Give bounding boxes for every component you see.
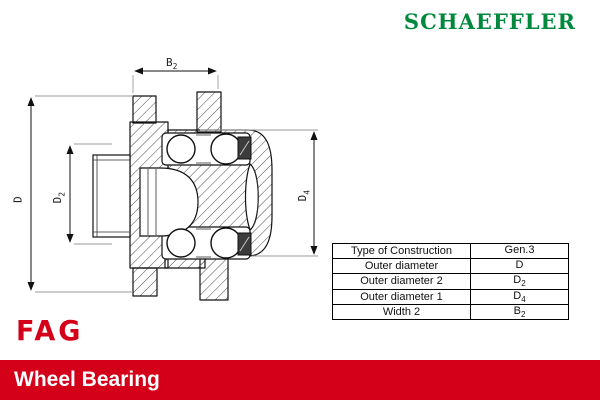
spec-table xyxy=(332,243,569,320)
table-row xyxy=(333,259,569,274)
dim-label-d xyxy=(12,196,27,203)
spec-value-base: D xyxy=(513,289,522,302)
dim-label-d4 xyxy=(296,190,311,201)
dim-d4-sub: 4 xyxy=(302,189,312,195)
spec-value-base: B xyxy=(513,304,521,317)
table-row xyxy=(333,244,569,259)
spec-label: Outer diameter xyxy=(333,259,471,274)
spec-value xyxy=(471,259,569,274)
spec-value xyxy=(471,244,569,259)
dim-d4-base: D xyxy=(296,194,310,202)
dim-d2-sub: 2 xyxy=(57,191,67,197)
spec-label: Type of Construction xyxy=(333,244,471,259)
spec-value-sub: 2 xyxy=(521,279,526,289)
spec-value xyxy=(471,289,569,304)
dim-d2-base: D xyxy=(51,196,65,204)
spec-value xyxy=(471,304,569,319)
dim-label-d2 xyxy=(51,192,66,203)
product-banner xyxy=(0,360,600,400)
table-row xyxy=(333,274,569,289)
table-row xyxy=(333,304,569,319)
spec-value xyxy=(471,274,569,289)
spec-value-sub: 2 xyxy=(520,309,526,319)
dim-b2-sub: 2 xyxy=(172,62,178,72)
table-row xyxy=(333,289,569,304)
spec-value-base: Gen.3 xyxy=(504,244,535,256)
schaeffler-logo: SCHAEFFLER xyxy=(403,9,576,34)
dim-b2-base: B xyxy=(166,56,173,69)
dim-d-base: D xyxy=(11,196,25,203)
spec-label: Outer diameter 1 xyxy=(333,289,471,304)
spec-value-base: D xyxy=(515,259,524,272)
spec-label: Width 2 xyxy=(333,304,471,319)
dim-label-b2 xyxy=(166,56,177,71)
spec-value-base: D xyxy=(513,274,522,287)
fag-logo: FAG xyxy=(16,315,84,348)
spec-label: Outer diameter 2 xyxy=(333,274,471,289)
spec-value-sub: 4 xyxy=(521,294,526,304)
banner-title: Wheel Bearing xyxy=(14,368,160,391)
